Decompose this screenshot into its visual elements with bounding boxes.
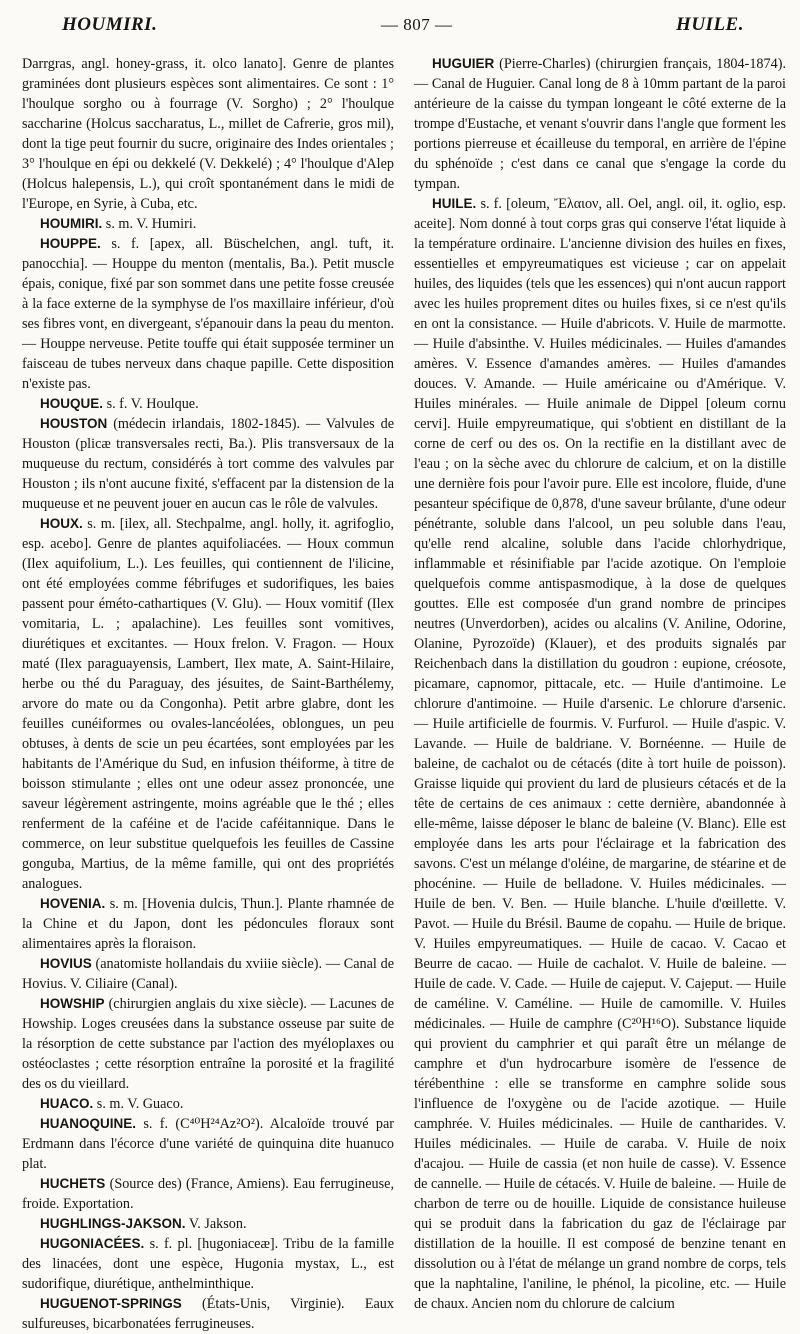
dictionary-entry — [22, 954, 394, 994]
entry-text: (États-Unis, Virginie). Eaux sulfureuses, bicarbonatées ferrugineuses. — [22, 1296, 394, 1332]
entry-headword: HUGUIER — [432, 56, 495, 71]
dictionary-entry — [414, 194, 786, 1314]
entry-text: s. m. V. Humiri. — [105, 216, 197, 232]
entry-text: s. f. [apex, all. Büschelchen, angl. tuft, it. panocchia]. — Houppe du menton (mentalis, Ba.). Petit muscle épais, conique, fixé par son sommet dans une petite fosse creusée à la face externe de la symphyse de l'os maxillaire inférieur, d'où ses fibres vont, en divergeant, s'épanouir dans la peau du menton. — Houppe nerveuse. Petite touffe qui était supposée terminer un faisceau de tubes nerveux dans chaque papille. Cette disposition n'existe pas. — [22, 236, 395, 392]
dictionary-entry — [22, 1234, 394, 1294]
entry-text: s. f. pl. [hugoniaceæ]. Tribu de la famille des linacées, dont une espèce, Hugonia mystax, L., est sudorifique, diurétique, anthelminthique. — [22, 1236, 394, 1292]
entry-headword: HOUPPE. — [40, 236, 101, 251]
text-columns — [22, 54, 787, 1332]
entry-headword: HUGHLINGS-JAKSON. — [40, 1216, 186, 1231]
dictionary-entry — [22, 1214, 394, 1234]
entry-headword: HOUQUE. — [40, 396, 104, 411]
entry-headword: HOVENIA. — [40, 896, 106, 911]
entry-headword: HUACO. — [40, 1096, 94, 1111]
entry-headword: HOUX. — [40, 516, 83, 531]
entry-headword: HOUSTON — [40, 416, 108, 431]
dictionary-entry — [22, 1114, 394, 1174]
entry-headword: HOWSHIP — [40, 996, 105, 1011]
entry-headword: HOVIUS — [40, 956, 92, 971]
dictionary-entry — [22, 54, 394, 214]
dictionary-entry — [22, 414, 394, 514]
dictionary-entry — [22, 894, 394, 954]
dictionary-entry — [22, 994, 394, 1094]
left-column — [22, 54, 395, 1332]
entry-text: (chirurgien anglais du xixe siècle). — Lacunes de Howship. Loges creusées dans la substance osseuse par suite de la résorption de cette substance par l'action des myéloplaxes ou ostéoclastes ; cette résorption entraîne la porosité et la fragilité des os du vieillard. — [22, 996, 394, 1092]
entry-text: (anatomiste hollandais du xviiie siècle). — Canal de Hovius. V. Ciliaire (Canal). — [22, 956, 394, 992]
dictionary-entry — [22, 1174, 394, 1214]
dictionary-entry — [22, 214, 394, 234]
entry-headword: HUGONIACÉES. — [40, 1236, 145, 1251]
running-head-left: HOUMIRI. — [62, 14, 158, 35]
dictionary-entry — [22, 1094, 394, 1114]
entry-text: s. m. [ilex, all. Stechpalme, angl. holly, it. agrifoglio, esp. acebo]. Genre de plantes aquifoliacées. — Houx commun (Ilex aquifolium, L.). Les feuilles, qui contiennent de l'ilicine, ont été employées comme fébrifuges et sudorifiques, les baies passent pour éméto-cathartiques (V. Glu). — Houx vomitif (Ilex vomitaria, L. ; apalachine). Les feuilles sont vomitives, diurétiques et excitantes. — Houx frelon. V. Fragon. — Houx maté (Ilex paraguayensis, Lambert, Ilex mate, A. Saint-Hilaire, herbe ou thé du Paraguay, des jésuites, de Saint-Barthélemy, arvore do mate ou da Congonha). Petit arbre glabre, dont les feuilles cunéiformes ou ovales-lancéolées, oblongues, un peu obtuses, à dents de scie un peu écartées, sont employées par les habitants de l'Amérique du Sud, en infusion théiforme, à titre de boisson stimulante ; elles ont une odeur assez prononcée, une saveur légèrement astringente, moins agréable que le thé ; elles renferment de la caféine et de l'acide caféitannique. Dans le commerce, on leur substitue quelquefois les feuilles de Cassine gonguba, Martius, de la même famille, qui ont des propriétés analogues. — [22, 516, 395, 892]
entry-text: (médecin irlandais, 1802-1845). — Valvules de Houston (plicæ transversales recti, Ba.). Plis transversaux de la muqueuse du rectum, considérés à tort comme des valvules par Houston ; ils n'ont aucune fixité, s'effacent par la distension de la muqueuse et ne peuvent jouer en aucun cas le rôle de valvules. — [22, 416, 394, 512]
page-header — [22, 14, 786, 54]
entry-text: s. f. V. Houlque. — [106, 396, 199, 412]
entry-headword: HOUMIRI. — [40, 216, 103, 231]
entry-text: (Source des) (France, Amiens). Eau ferrugineuse, froide. Exportation. — [22, 1176, 394, 1212]
entry-headword: HUILE. — [432, 196, 477, 211]
entry-headword: HUGUENOT-SPRINGS — [40, 1296, 182, 1311]
entry-text: V. Jakson. — [188, 1216, 247, 1232]
dictionary-entry — [22, 394, 394, 414]
running-head-right: HUILE. — [676, 14, 744, 35]
entry-text: Darrgras, angl. honey-grass, it. olco lanato]. Genre de plantes graminées dont plusieurs espèces sont alimentaires. Ce sont : 1° l'houlque sorgho ou à fourrage (V. Sorgho) ; 2° l'houlque saccharine (Holcus saccharatus, L., millet de Cafrerie, gros mil), dont la tige peut fournir du sucre, originaire des Indes orientales ; 3° l'houlque en épi ou dekkelé (V. Dekkelé) ; 4° l'houlque d'Alep (Holcus halepensis, L.), qui croît spontanément dans le midi de l'Europe, en Syrie, à Cuba, etc. — [22, 56, 394, 212]
page-number: — 807 — — [380, 15, 453, 34]
dictionary-entry — [22, 234, 394, 394]
dictionary-entry — [22, 1294, 394, 1334]
entry-text: s. m. [Hovenia dulcis, Thun.]. Plante rhamnée de la Chine et du Japon, dont les pédoncules floraux sont alimentaires après la floraison. — [22, 896, 395, 952]
entry-text: (Pierre-Charles) (chirurgien français, 1804-1874). — Canal de Huguier. Canal long de 8 à 10mm partant de la paroi antérieure de la caisse du tympan longeant le côté externe de la trompe d'Eustache, et venant s'ouvrir dans l'angle que forment les portions pierreuse et écailleuse du temporal, en arrière de l'épine du sphénoïde ; c'est dans ce canal que s'engage la corde du tympan. — [414, 56, 786, 192]
entry-text: s. f. (C⁴⁰H²⁴Az²O²). Alcaloïde trouvé par Erdmann dans l'écorce d'une variété de quinquina dite huanuco plat. — [22, 1116, 395, 1172]
right-column — [414, 54, 787, 1312]
entry-text: s. f. [oleum, Ἔλαιον, all. Oel, angl. oil, it. oglio, esp. aceite]. Nom donné à tout corps gras qui conserve l'état liquide à la température ordinaire. L'ancienne division des huiles en fixes, essentielles et empyreumatiques est vicieuse ; car on appelait huiles, des liquides (tels que les essences) qui n'ont aucun rapport avec les huiles proprement dites ou huiles fixes, si ce n'est qu'ils en ont la consistance. — Huile d'abricots. V. Huile de marmotte. — Huile d'absinthe. V. Huiles médicinales. — Huiles d'amandes amères. V. Essence d'amandes amères. — Huiles d'amandes douces. V. Amande. — Huile américaine ou d'Amérique. V. Huiles minérales. — Huile animale de Dippel [oleum cornu cervi]. Huile empyreumatique, qui s'obtient en distillant de la corne de cerf ou des os. On la rectifie en la distillant avec de l'eau ; on la sèche avec du chlorure de calcium, et on la distille une dernière fois pour l'avoir pure. Elle est incolore, fluide, d'une pesanteur spécifique de 0,878, d'une saveur brûlante, d'une odeur pénétrante, soluble dans l'alcool, un peu soluble dans l'eau, qu'elle rend alcaline, soluble dans l'acide chlorhydrique, inflammable et résinifiable par l'acide azotique. On l'emploie quelquefois comme antispasmodique, à la dose de quelques gouttes. Elle est composée d'un grand nombre de principes neutres (Unverdorben), acides ou alcalins (V. Aniline, Odorine, Olanine, Pyrozoïde) (Klauer), et des produits signalés par Reichenbach dans la distillation du goudron : eupione, créosote, picamare, capnomor, pittacale, etc. — Huile d'antimoine. Le chlorure d'antimoine. — Huile d'arsenic. Le chlorure d'arsenic. — Huile artificielle de fourmis. V. Furfurol. — Huile d'aspic. V. Lavande. — Huile de baldriane. V. Bornéenne. — Huile de baleine, de cachalot ou de cétacés (dite à tort huile de poisson). Graisse liquide qui provient du lard de plusieurs cétacés et de la tête de certains de ces animaux : cette dernière, abandonnée à elle-même, laisse déposer le blanc de baleine (V. Blanc). Elle est employée dans les arts pour l'éclairage et la fabrication des savons. C'est un mélange d'oléine, de margarine, de stéarine et de phocénine. — Huile de belladone. V. Huiles médicinales. — Huile de ben. V. Ben. — Huile blanche. L'huile d'œillette. V. Pavot. — Huile du Brésil. Baume de copahu. — Huile de brique. V. Huiles empyreumatiques. — Huile de cacao. V. Cacao et Beurre de cacao. — Huile de cachalot. V. Huile de baleine. — Huile de cade. V. Cade. — Huile de cajeput. V. Cajeput. — Huile de caméline. V. Caméline. — Huile de camomille. V. Huiles médicinales. — Huile de camphre (C²⁰H¹⁶O). Substance liquide qui provient du camphrier et qui paraît être un mélange de camphre et d'un hydrocarbure isomère de l'essence de térébenthine : elle se transforme en camphre solide sous l'influence de l'oxygène ou de l'acide azotique. — Huile camphrée. V. Huiles médicinales. — Huile de cantharides. V. Huiles médicinales. — Huile de caraba. V. Huile de noix d'acajou. — Huile de cassia (et non huile de casse). V. Essence de cannelle. — Huile de cétacés. V. Huile de baleine. — Huile de charbon de terre ou de houille. Liquide de consistance huileuse qui se produit dans la fabrication du gaz de l'éclairage par distillation de la houille. Il est composé de benzine tenant en dissolution ou à l'état de mélange un grand nombre de corps, tels que la naphtaline, l'aniline, le phénol, la picoline, etc. — Huile de chaux. Ancien nom du chlorure de calcium — [414, 196, 787, 1312]
entry-headword: HUCHETS — [40, 1176, 106, 1191]
dictionary-entry — [22, 514, 394, 894]
entry-headword: HUANOQUINE. — [40, 1116, 137, 1131]
entry-text: s. m. V. Guaco. — [96, 1096, 184, 1112]
dictionary-entry — [414, 54, 786, 194]
